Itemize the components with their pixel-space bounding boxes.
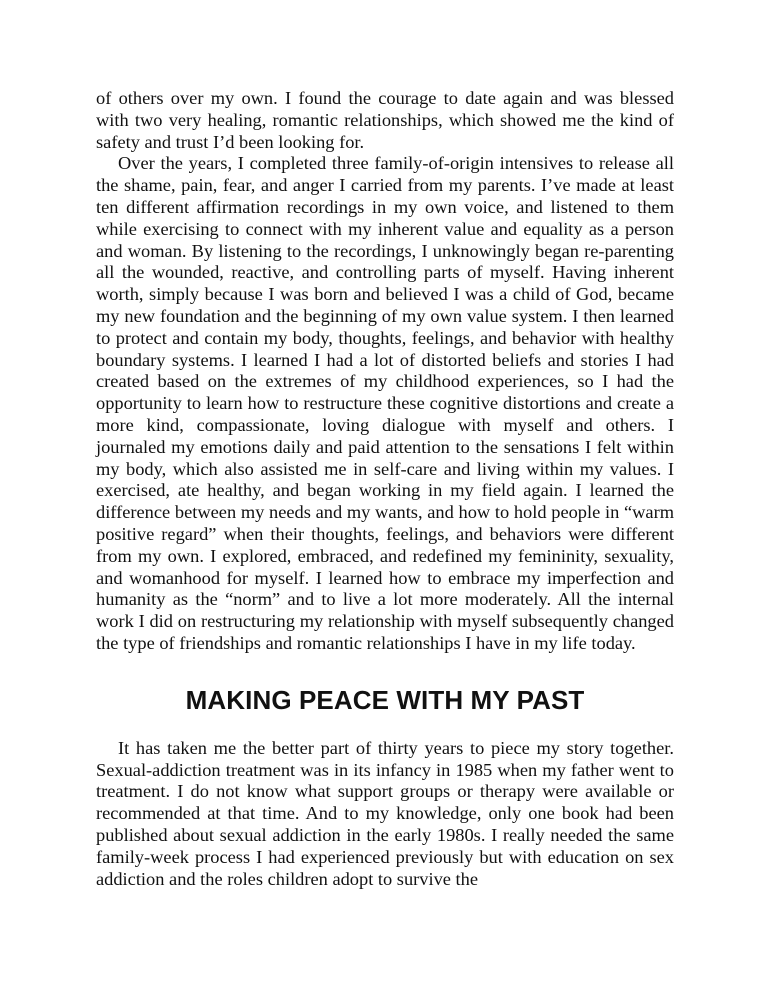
section-heading: MAKING PEACE WITH MY PAST [185,684,585,715]
body-paragraph: It has taken me the better part of thirty years to piece my story together. Sexual-addiction treatment was in its infancy in 1985 when my father went to treatment. I do not know what support groups or therapy were available or recommended at that time. And to my knowledge, only one book had been published about sexual addiction in the early 1980s. I really needed the same family-week process I had experienced previously but with education on sex addiction and the roles children adopt to survive the [96,737,674,889]
body-paragraph: of others over my own. I found the courage to date again and was blessed with two very healing, romantic relationships, which showed me the kind of safety and trust I’d been looking for. [96,88,674,152]
book-page [96,88,674,890]
body-paragraph: Over the years, I completed three family-of-origin intensives to release all the shame, pain, fear, and anger I carried from my parents. I’ve made at least ten different affirmation recordings in my own voice, and listened to them while exercising to connect with my inherent value and equality as a person and woman. By listening to the recordings, I unknowingly began re-parenting all the wounded, reactive, and controlling parts of myself. Having inherent worth, simply because I was born and believed I was a child of God, became my new foundation and the beginning of my own value system. I then learned to protect and contain my body, thoughts, feelings, and behavior with healthy boundary systems. I learned I had a lot of distorted beliefs and stories I had created based on the extremes of my childhood experiences, so I had the opportunity to learn how to restructure these cognitive distortions and create a more kind, compassionate, loving dialogue with myself and others. I journaled my emotions daily and paid attention to the sensations I felt within my body, which also assisted me in self-care and living within my values. I exercised, ate healthy, and began working in my field again. I learned the difference between my needs and my wants, and how to hold people in “warm positive regard” when their thoughts, feelings, and behaviors were different from my own. I explored, embraced, and redefined my femininity, sexuality, and womanhood for myself. I learned how to embrace my imperfection and humanity as the “norm” and to live a lot more moderately. All the internal work I did on restructuring my relationship with myself subsequently changed the type of friendships and romantic relationships I have in my life today. [96,153,674,653]
